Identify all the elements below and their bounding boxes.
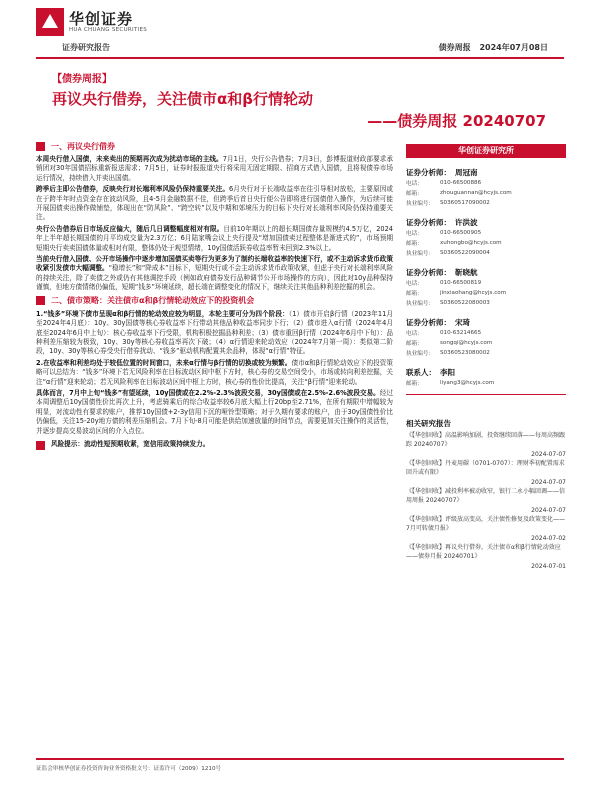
analyst-heading [406, 166, 566, 178]
related-title: 相关研究报告 [406, 419, 451, 428]
risk-content: 流动性短预期收紧，宽信用政策持续发力。 [83, 439, 210, 448]
analyst-phone [406, 278, 566, 288]
field-label: 电话： [406, 331, 423, 337]
field-label: 邮箱： [406, 381, 423, 387]
field-label: 执业编号： [406, 251, 434, 257]
risk-label: 风险提示： [51, 439, 84, 448]
paragraph-lead: 2.在收益率和利差均处于较低位置的时间窗口，未来α行情与β行情的切换或较为频繁。 [36, 358, 292, 367]
doc-type: 债券周报 [438, 43, 471, 52]
paragraph-text: 7月1日，央行公告借券；7月3日，彭博报道财政部要求承销团对30年国债招标重新报送需求；7月5日，证券时报报道央行将采用无固定期限、招商方式借入国债，且将视债券市场运行情况，持续借入并卖出国债。 [36, 155, 393, 182]
related-report-date: 2024-07-02 [531, 535, 566, 542]
field-value: 010-66500905 [440, 230, 482, 236]
analyst-card [406, 166, 566, 208]
field-value: S0360522080003 [440, 300, 490, 306]
paragraph-text: 目前10年期以上的超长期国债存量规模约4.5万亿，2024年上半年超长期国债的月平均成交量为2.3万亿；6月陆家嘴会议上央行提及“增加国债卖过程整体是渐进式的”，市场预期短期央行卖卖国债体量或相对有限，整体仍处于观望情绪，10y国债活跃券收益率暂未回到2.3%以上。 [36, 224, 393, 252]
header-meta [433, 42, 548, 53]
analyst-card [406, 266, 566, 308]
email-link[interactable]: liyang3@hcyjs.com [440, 380, 495, 386]
paragraph-lead: 当前央行借入国债、公开市场操作中逐步增加国债买卖等行为更多为了制约长端收益率的快速下行，或不主动诉求货币政策收紧引发债市大幅调整。 [36, 255, 393, 273]
paragraph-lead: 1.“钱多”环境下债市呈现α和β行情的轮动效应较为明显，本轮主要可分为四个阶段： [36, 309, 289, 318]
analyst-heading [406, 316, 566, 328]
related-report-date: 2024-07-07 [531, 507, 566, 514]
section-heading [36, 295, 393, 307]
email-link[interactable]: xuhongbo@hcyjs.com [440, 240, 502, 246]
field-label: 执业编号： [406, 301, 434, 307]
paragraph-lead: 本周央行借入国债，未来卖出的预期再次成为扰动市场的主线。 [36, 155, 223, 163]
section-1 [36, 140, 393, 293]
analyst-card [406, 316, 566, 358]
section-title: 一、再议央行借券 [51, 141, 115, 151]
paragraph-text: （1）债市开启β行情（2023年11月至2024年4月底）：10y、30y国债等核心券收益率下行带动其他品种收益率同步下行；（2）债市进入α行情（2024年4月底至2024年6月中上旬）：核心券收益率下行受限，机构积极挖掘品种利差；（3）债市重回β行情（2024年6月中下旬）：品种利差压缩较为极致，10y、30y等核心券收益率再次下破；（4）α行情迎来轮动效应（2024年7月第一周）：类似第二阶段，10y、30y等核心券受央行借券扰动、“钱多”驱动机构配置其余品种，体现“α行情”特征。 [36, 309, 393, 356]
field-label: 执业编号： [406, 351, 434, 357]
analyst-card [406, 216, 566, 258]
field-label: 电话： [406, 231, 423, 237]
related-report-link[interactable]: 《【华创固收】再议央行借券，关注债市α和β行情轮动效应——债券月报 20240701》 [406, 544, 561, 560]
footer-disclaimer: 证监会审核华创证券投资咨询业务资格批文号：证监许可（2009）1210号 [36, 766, 222, 772]
report-date: 2024年07月08日 [479, 43, 548, 52]
paragraph-lead: 央行公告借券后日市场反应偏大，随后几日调整幅度相对有限。 [36, 224, 224, 233]
square-bullet-icon [36, 296, 45, 305]
company-logo [36, 8, 156, 40]
contact-role: 联系人： [406, 367, 436, 377]
paragraph-lead: 跨季后主即公告借券，反映央行对长端利率风险仍保持重要关注。 [36, 185, 230, 194]
analyst-email[interactable] [406, 238, 566, 248]
paragraph [36, 155, 393, 183]
section-heading [36, 140, 393, 152]
analyst-role: 证券分析师： [406, 317, 451, 327]
analyst-name: 周冠南 [455, 167, 478, 177]
paragraph [36, 310, 393, 357]
square-bullet-icon [36, 441, 45, 450]
analyst-heading [406, 216, 566, 228]
analyst-license [406, 248, 566, 258]
related-report-date: 2024-07-01 [531, 563, 566, 570]
analyst-phone [406, 178, 566, 188]
analyst-phone [406, 328, 566, 338]
field-value: S0360522090004 [440, 250, 490, 256]
analyst-name: 许洪波 [455, 217, 478, 227]
related-report-link[interactable]: 《【华创固收】高温影响加剧，投资继续回落——每周高频跟踪 20240707》 [406, 432, 566, 448]
paragraph-lead: 具体而言，7月中上旬“钱多”有望延续，10y国债或在2.2%-2.3%波段交易，30y国债或在2.5%-2.6%波段交易。 [36, 388, 380, 397]
field-value: 010-66500819 [440, 280, 482, 286]
analyst-license [406, 198, 566, 208]
logo-name-cn: 华创证券 [69, 10, 134, 28]
analyst-phone [406, 228, 566, 238]
sidebar-divider [406, 394, 566, 395]
paragraph [36, 225, 393, 253]
contact-name: 李阳 [440, 367, 455, 377]
field-label: 邮箱： [406, 291, 423, 297]
field-value: 010-66500886 [440, 180, 482, 186]
risk-text [51, 440, 209, 449]
paragraph-text: 6月央行对于长端收益率在往引导相对放松，主要原因或在于跨半年时点资金存在波动风险，且4-5月金融数据不佳，但跨季后首日央行便公告即将进行国债借入操作，为后续可能开展国债卖出操作做铺垫，体现出在“防风险”、“跨空转”以及中期和郊境压力的目标下央行对长端利率风险仍保持重要关注。 [36, 185, 393, 222]
field-label: 电话： [406, 281, 423, 287]
related-report-link[interactable]: 《【华创固收】丹麦用碳（0701-0707）：理财季初配置需求回升或有限》 [406, 460, 565, 476]
paragraph [36, 359, 393, 387]
email-link[interactable]: songqi@hcyjs.com [440, 340, 493, 346]
analyst-name: 靳晓航 [455, 267, 478, 277]
analyst-email[interactable] [406, 338, 566, 348]
analyst-role: 证券分析师： [406, 217, 451, 227]
related-report-link[interactable]: 《【华创固收】减投利率被动收窄，银行二永小幅回调——信用周报 20240707》 [406, 488, 566, 504]
analyst-role: 证券分析师： [406, 167, 451, 177]
paragraph-text: 经过本周调整后10y国债性价比再次上升，考虑骑乘后的综合收益率较6月底大幅上行20bp至2.71%，在所有期限中增幅较为明显，对流动性有要求的账户，推荐10y国债+2-3y信用下沉的哑铃型策略；对于久期有要求的账户，由于30y国债性价比仍偏低，关注15-20y地方债的利差压缩机会。7月下旬-8月可能是供给加速放量的时间节点，需要更加关注操作的灵活性，并逐步提高交易波动区间的介入点位。 [36, 388, 393, 435]
field-label: 邮箱： [406, 241, 423, 247]
institute-banner: 华创证券研究所 [406, 144, 566, 158]
paragraph-text: 债市α和β行情轮动效应下的投资策略可以总结为：“钱多”环境下若无风险利率在目标波动区间中枢下方时，核心券的交易空间受小，市场或转向利差挖掘，关注“α行情”迎来轮动；若无风险利率在目标波动区间中枢上方时，核心券的性价比提高，关注“β行情”迎来轮动。 [36, 358, 393, 386]
contact-card [406, 366, 566, 388]
logo-name-en: HUA CHUANG SECURITIES [69, 27, 148, 33]
email-link[interactable]: jinxiaohang@hcyjs.com [440, 290, 507, 296]
email-link[interactable]: zhouguannan@hcyjs.com [440, 190, 512, 196]
report-subtitle: ——债券周报 20240707 [367, 112, 546, 130]
related-report-link[interactable]: 《【华创固收】评级放高变高，关注债性修复及政策变化——7月可转债月报》 [406, 516, 566, 532]
field-value: S0360517090002 [440, 200, 490, 206]
section-2 [36, 295, 393, 436]
paragraph [36, 185, 393, 223]
field-label: 执业编号： [406, 201, 434, 207]
field-value: S0360523080002 [440, 350, 490, 356]
related-report-date: 2024-07-07 [531, 479, 566, 486]
analyst-heading [406, 266, 566, 278]
report-title: 再议央行借券，关注债市α和β行情轮动 [52, 90, 314, 108]
logo-mark-icon [36, 8, 64, 36]
field-value: 010-63214665 [440, 330, 482, 336]
report-tag: 【债券周报】 [52, 74, 112, 85]
analyst-name: 宋琦 [455, 317, 470, 327]
analyst-email[interactable] [406, 188, 566, 198]
contact-heading [406, 366, 566, 378]
related-report-date: 2024-07-07 [531, 451, 566, 458]
paragraph-text: “稳增长”和“降成本”目标下，短期央行或不会主动诉求货币政策收紧，但虑于央行对长端利率风险的持续关注，除了卖债之外或仍有其他调控手段（例如政府债券发行品种调节公开市场操作的方向），因此对10y品种保持谨慎，但地方债情绪仍偏低，短期“钱多”环境延续，超长端在调整变化的情况下，继续关注其他品种利差挖掘的机会。 [36, 264, 393, 292]
section-title: 二、债市策略：关注债市α和β行情轮动效应下的投资机会 [51, 296, 255, 306]
analyst-license [406, 298, 566, 308]
paragraph [36, 389, 393, 436]
contact-email[interactable] [406, 378, 566, 388]
field-label: 电话： [406, 181, 423, 187]
field-label: 邮箱： [406, 341, 423, 347]
field-label: 邮箱： [406, 191, 423, 197]
risk-warning [36, 440, 393, 451]
paragraph [36, 255, 393, 293]
report-type: 证券研究报告 [62, 43, 110, 52]
related-reports [406, 418, 566, 618]
report-header [0, 0, 600, 62]
analyst-license [406, 348, 566, 358]
square-bullet-icon [36, 142, 45, 151]
header-divider [36, 57, 564, 59]
footer-divider [36, 758, 564, 760]
analyst-email[interactable] [406, 288, 566, 298]
analyst-role: 证券分析师： [406, 267, 451, 277]
main-content [36, 140, 393, 740]
